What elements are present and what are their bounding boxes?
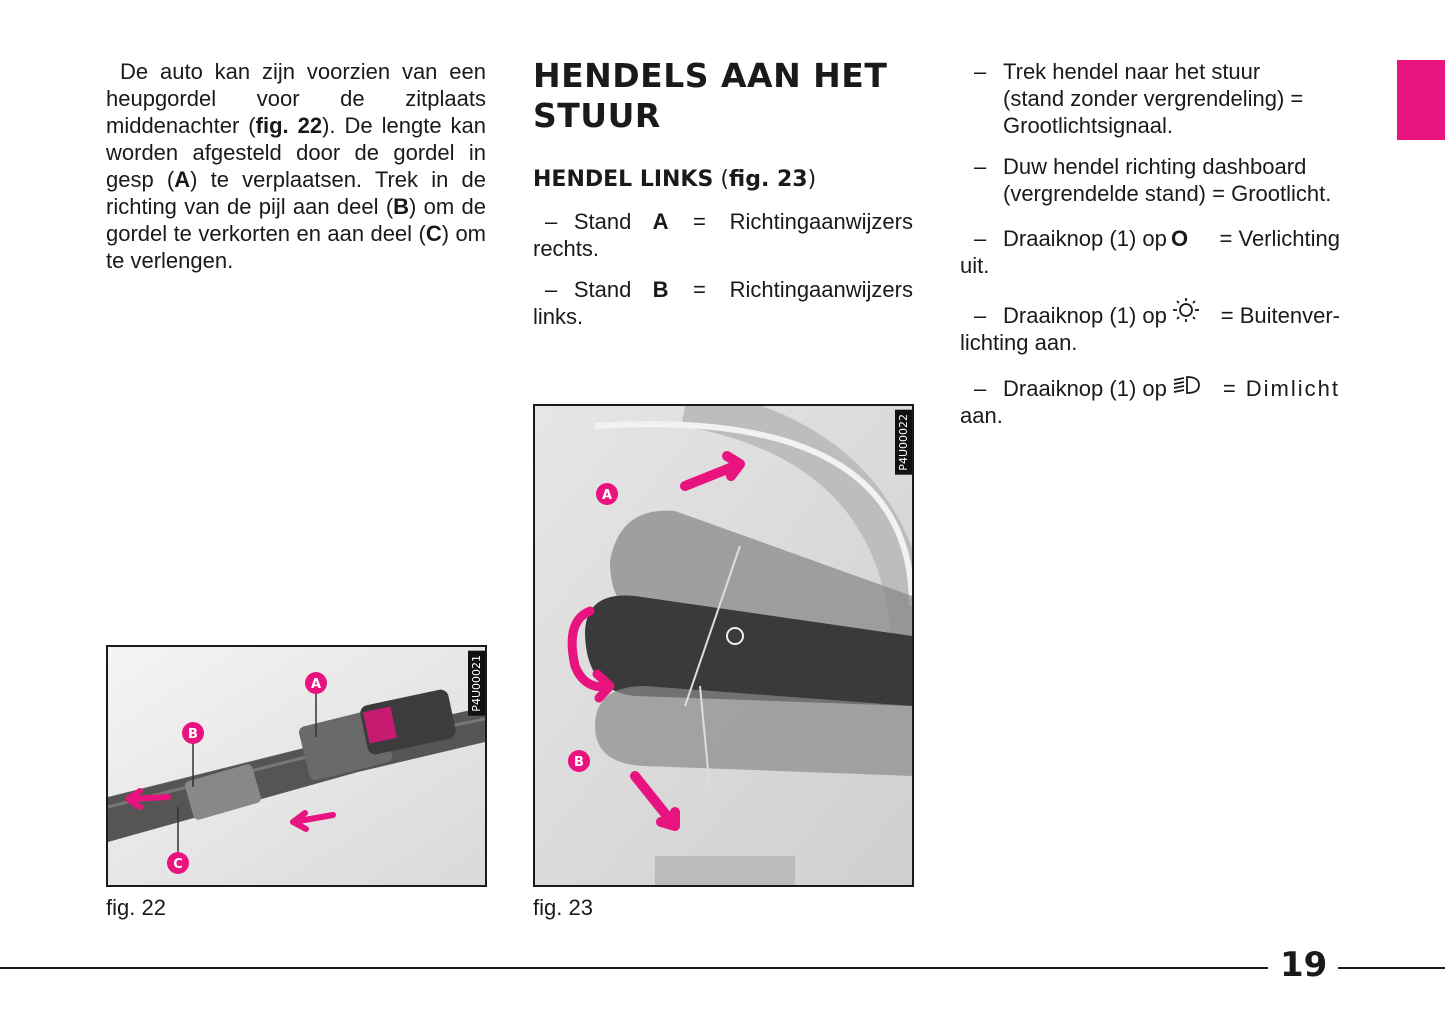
fig22-reference[interactable]: fig. 22 [255, 113, 323, 138]
section-title: HENDELS AAN HET STUUR [533, 56, 888, 135]
fig23-label-a [596, 483, 618, 505]
steering-stalk-illustration [535, 406, 912, 885]
intro-paragraph: De auto kan zijn voorzien van een heupgordel voor de zitplaats middenachter (fig. 22). De lengte kan worden afgesteld door de gordel in gesp (A) te verplaatsen. Trek in de richting van de pijl aan deel (B) om de gordel te verkorten en aan deel (C) om te verlengen. [106, 59, 487, 273]
seatbelt-illustration [108, 647, 485, 885]
figure-code: P4U00021 [468, 651, 485, 716]
fig23-reference[interactable]: fig. 23 [728, 167, 808, 192]
fig22-label-a [305, 672, 327, 694]
list-item: – Trek hendel naar het stuur (stand zonder vergrendeling) = Grootlichtsignaal. [974, 59, 1304, 138]
footer-rule-left [0, 967, 1268, 969]
page-number: 19 [1280, 945, 1328, 985]
svg-text:B: B [188, 727, 198, 742]
fig22-label-b [182, 722, 204, 744]
left-column [106, 58, 486, 274]
fig22-label-c [167, 852, 189, 874]
figure-22-caption: fig. 22 [106, 895, 166, 920]
fig23-label-b [568, 750, 590, 772]
sun-icon [1171, 297, 1219, 329]
knob-item-dipped-beam: – Draaiknop (1) op = Dimlicht aan. [960, 376, 1340, 428]
off-symbol: O [1171, 226, 1189, 251]
svg-text:A: A [601, 488, 613, 503]
knob-item-off: – Draaiknop (1) op O = Verlichting uit. [960, 226, 1340, 278]
list-item: – Stand B = Richtingaanwijzers links. [533, 277, 913, 329]
svg-text:B: B [574, 755, 584, 770]
section-tab [1397, 60, 1445, 140]
figure-22 [106, 645, 487, 887]
middle-column [533, 56, 913, 330]
figure-code: P4U00022 [895, 410, 912, 475]
figure-23-caption: fig. 23 [533, 895, 593, 920]
list-item: – Stand A = Richtingaanwijzers rechts. [533, 209, 913, 261]
svg-text:C: C [173, 857, 183, 872]
figure-23 [533, 404, 914, 887]
footer-rule-right [1338, 967, 1445, 969]
right-column [960, 58, 1340, 429]
list-item: – Duw hendel richting dashboard (vergrendelde stand) = Grootlicht. [974, 154, 1332, 206]
knob-item-exterior-lights: – Draaiknop (1) op = Buitenver- lichting aan. [960, 297, 1340, 356]
svg-text:A: A [310, 677, 322, 692]
section-subtitle: HENDEL LINKS (fig. 23) [533, 167, 817, 192]
dipped-beam-icon [1171, 374, 1219, 402]
